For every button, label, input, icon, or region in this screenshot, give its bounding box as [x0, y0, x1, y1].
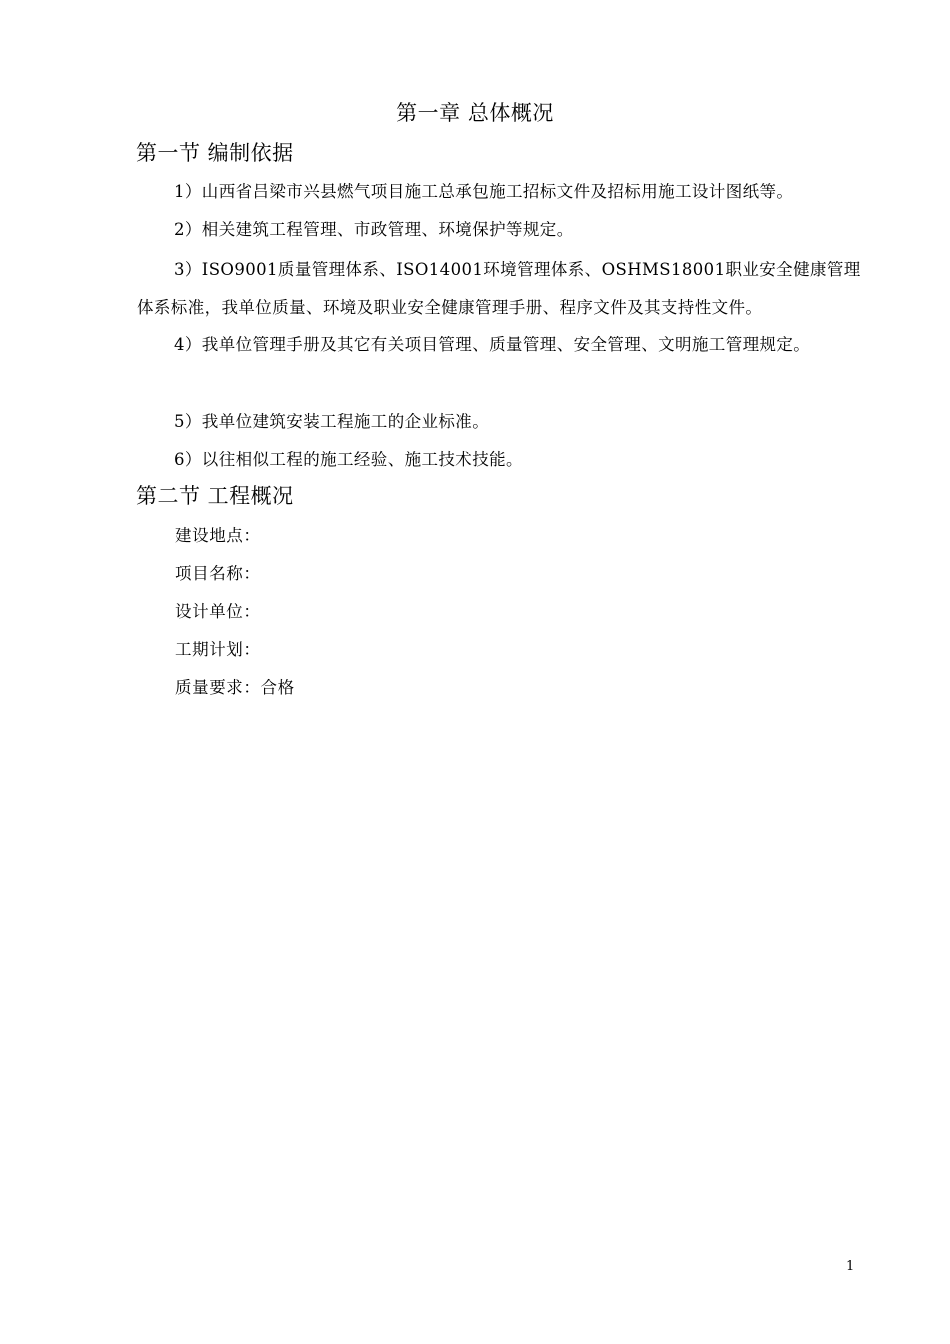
- basis-item-6: 6）以往相似工程的施工经验、施工技术技能。: [174, 450, 523, 469]
- basis-item-1: 1）山西省吕梁市兴县燃气项目施工总承包施工招标文件及招标用施工设计图纸等。: [174, 182, 794, 201]
- page-number: 1: [846, 1259, 855, 1274]
- field-construction-site: 建设地点：: [175, 526, 261, 545]
- field-quality-requirement: 质量要求：合格: [175, 678, 295, 697]
- basis-item-4: 4）我单位管理手册及其它有关项目管理、质量管理、安全管理、文明施工管理规定。: [174, 335, 811, 354]
- basis-item-3: 3）ISO9001质量管理体系、ISO14001环境管理体系、OSHMS18001职业安全健康管理体系标准，我单位质量、环境及职业安全健康管理手册、程序文件及其支持性文件。: [137, 260, 861, 317]
- section-heading-basis: 第一节 编制依据: [136, 141, 294, 165]
- field-design-unit: 设计单位：: [175, 602, 261, 621]
- field-project-name: 项目名称：: [175, 564, 261, 583]
- basis-item-5: 5）我单位建筑安装工程施工的企业标准。: [174, 412, 490, 431]
- chapter-title: 第一章 总体概况: [396, 101, 554, 125]
- section-heading-overview: 第二节 工程概况: [136, 484, 294, 508]
- field-schedule: 工期计划：: [175, 640, 261, 659]
- basis-item-2: 2）相关建筑工程管理、市政管理、环境保护等规定。: [174, 220, 574, 239]
